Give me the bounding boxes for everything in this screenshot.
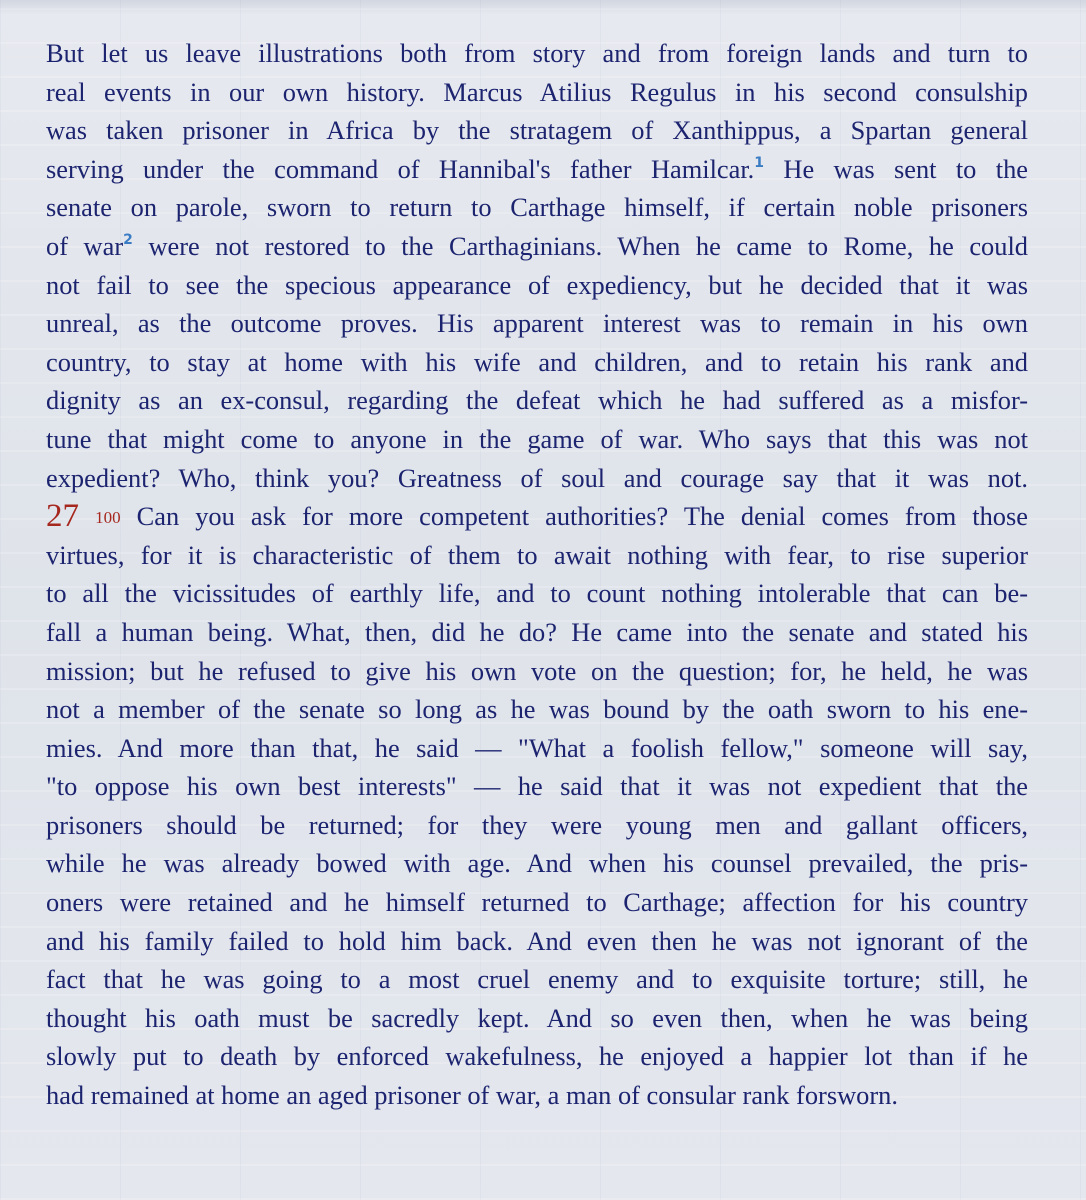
footnote-1-link[interactable]: 1 bbox=[754, 154, 765, 171]
line-text: He was sent to the bbox=[783, 153, 1028, 184]
text-line: while he was already bowed with age. And when his counsel prevailed, the pris- bbox=[46, 848, 1028, 879]
text-line: mission; but he refused to give his own vote on the question; for, he held, he was bbox=[46, 655, 1028, 686]
body-text bbox=[46, 34, 1028, 1115]
section-number: 27 bbox=[46, 498, 79, 535]
text-line: not a member of the senate so long as he was bound by the oath sworn to his ene- bbox=[46, 694, 1028, 725]
text-line: was taken prisoner in Africa by the stratagem of Xanthippus, a Spartan general bbox=[46, 115, 1028, 146]
text-line: mies. And more than that, he said — "What a foolish fellow," someone will say, bbox=[46, 732, 1028, 763]
text-line: country, to stay at home with his wife and children, and to retain his rank and bbox=[46, 346, 1028, 377]
text-line: to all the vicissitudes of earthly life, and to count nothing intolerable that can be- bbox=[46, 578, 1028, 609]
text-line: tune that might come to anyone in the game of war. Who says that this was not bbox=[46, 423, 1028, 454]
line-text: were not restored to the Carthaginians. When he came to Rome, he could bbox=[148, 230, 1028, 261]
text-line: "to oppose his own best interests" — he said that it was not expedient that the bbox=[46, 771, 1028, 802]
top-shadow bbox=[0, 0, 1086, 14]
text-line: prisoners should be returned; for they were young men and gallant officers, bbox=[46, 809, 1028, 840]
text-line: oners were retained and he himself returned to Carthage; affection for his country bbox=[46, 887, 1028, 918]
text-line: not fail to see the specious appearance of expediency, but he decided that it was bbox=[46, 269, 1028, 300]
text-line bbox=[46, 497, 1028, 536]
text-line: dignity as an ex-consul, regarding the defeat which he had suffered as a misfor- bbox=[46, 385, 1028, 416]
line-text: Can you ask for more competent authorities? The denial comes from those bbox=[136, 501, 1028, 532]
text-line: fall a human being. What, then, did he do? He came into the senate and stated his bbox=[46, 616, 1028, 647]
text-line: fact that he was going to a most cruel enemy and to exquisite torture; still, he bbox=[46, 964, 1028, 995]
text-line: unreal, as the outcome proves. His apparent interest was to remain in his own bbox=[46, 308, 1028, 339]
text-line: had remained at home an aged prisoner of war, a man of consular rank forsworn. bbox=[46, 1080, 898, 1111]
text-line: senate on parole, sworn to return to Carthage himself, if certain noble prisoners bbox=[46, 192, 1028, 223]
text-line: thought his oath must be sacredly kept. And so even then, when he was being bbox=[46, 1002, 1028, 1033]
paragraph-number: 100 bbox=[95, 508, 121, 528]
line-text: of war bbox=[46, 230, 124, 261]
text-line: real events in our own history. Marcus Atilius Regulus in his second consulship bbox=[46, 76, 1028, 107]
text-line: But let us leave illustrations both from story and from foreign lands and turn to bbox=[46, 38, 1028, 68]
text-line: virtues, for it is characteristic of them to await nothing with fear, to rise superior bbox=[46, 539, 1028, 570]
text-line: slowly put to death by enforced wakefulness, he enjoyed a happier lot than if he bbox=[46, 1041, 1028, 1072]
text-line bbox=[46, 227, 1028, 266]
text-line bbox=[46, 150, 1028, 189]
text-line: expedient? Who, think you? Greatness of soul and courage say that it was not. bbox=[46, 462, 1028, 493]
line-text: serving under the command of Hannibal's father Hamilcar. bbox=[46, 153, 755, 184]
text-line: and his family failed to hold him back. And even then he was not ignorant of the bbox=[46, 925, 1028, 956]
footnote-2-link[interactable]: 2 bbox=[123, 231, 133, 248]
